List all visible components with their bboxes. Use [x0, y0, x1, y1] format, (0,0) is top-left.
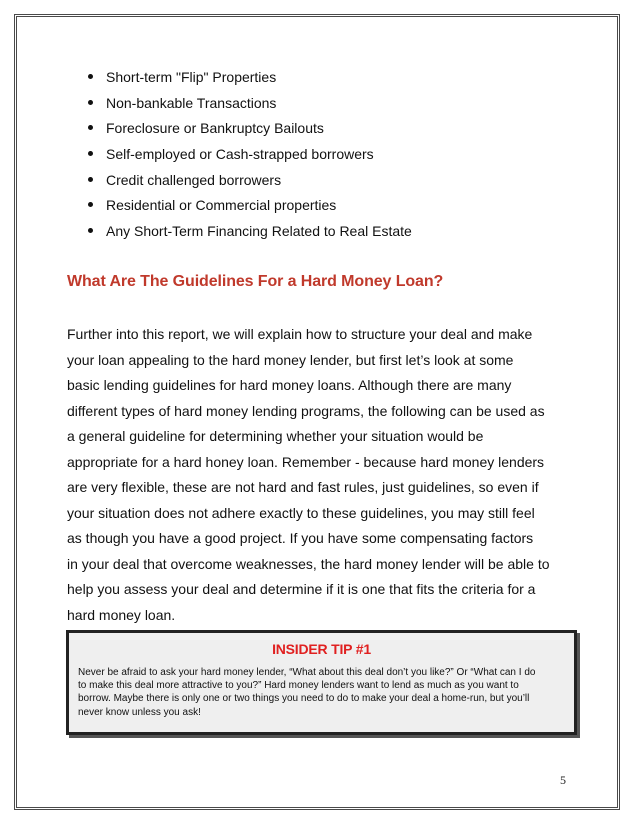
bullet-list	[74, 68, 594, 248]
body-paragraph	[67, 325, 587, 631]
bullet-icon	[88, 228, 93, 233]
tip-line: to make this deal more attractive to you?” Hard money lenders want to lend as much as you want to	[78, 680, 519, 692]
paragraph-line: are very flexible, these are not hard and fast rules, just guidelines, so even if	[67, 479, 539, 495]
paragraph-line: your situation does not adhere exactly to these guidelines, you may still feel	[67, 504, 535, 521]
tip-title: INSIDER TIP #1	[272, 641, 371, 657]
paragraph-line: in your deal that overcome weaknesses, the hard money lender will be able to	[67, 555, 550, 572]
paragraph-line: a general guideline for determining whether your situation would be	[67, 428, 484, 444]
list-item: Short-term "Flip" Properties	[74, 68, 594, 94]
list-item: Non-bankable Transactions	[74, 94, 594, 120]
list-item: Residential or Commercial properties	[74, 196, 594, 222]
list-item: Foreclosure or Bankruptcy Bailouts	[74, 119, 594, 145]
paragraph-line: different types of hard money lending programs, the following can be used as	[67, 402, 545, 419]
page-number: 5	[560, 773, 566, 787]
paragraph-line: Further into this report, we will explain how to structure your deal and make	[67, 326, 533, 342]
bullet-icon	[88, 74, 93, 79]
paragraph-line: basic lending guidelines for hard money loans. Although there are many	[67, 377, 512, 393]
paragraph-line: appropriate for a hard honey loan. Remember - because hard money lenders	[67, 453, 545, 470]
paragraph-line: your loan appealing to the hard money lender, but first let’s look at some	[67, 351, 514, 368]
list-item: Any Short-Term Financing Related to Real Estate	[74, 222, 594, 248]
bullet-icon	[88, 100, 93, 105]
tip-line: never know unless you ask!	[78, 706, 201, 718]
tip-line: Never be afraid to ask your hard money lender, “What about this deal don’t you like?” Or “What can I do	[78, 667, 536, 678]
tip-line: borrow. Maybe there is only one or two things you need to do to make your deal a home-run, but you’ll	[78, 693, 530, 705]
insider-tip-box	[66, 630, 577, 735]
paragraph-line: hard money loan.	[67, 606, 176, 623]
tip-body	[78, 666, 573, 719]
section-heading: What Are The Guidelines For a Hard Money Loan?	[67, 273, 444, 290]
bullet-icon	[88, 151, 93, 156]
paragraph-line: help you assess your deal and determine if it is one that fits the criteria for a	[67, 581, 536, 597]
list-item: Self-employed or Cash-strapped borrowers	[74, 145, 594, 171]
bullet-icon	[88, 125, 93, 130]
bullet-icon	[88, 177, 93, 182]
list-item: Credit challenged borrowers	[74, 171, 594, 197]
bullet-icon	[88, 202, 93, 207]
paragraph-line: as though you have a good project. If you have some compensating factors	[67, 530, 534, 546]
